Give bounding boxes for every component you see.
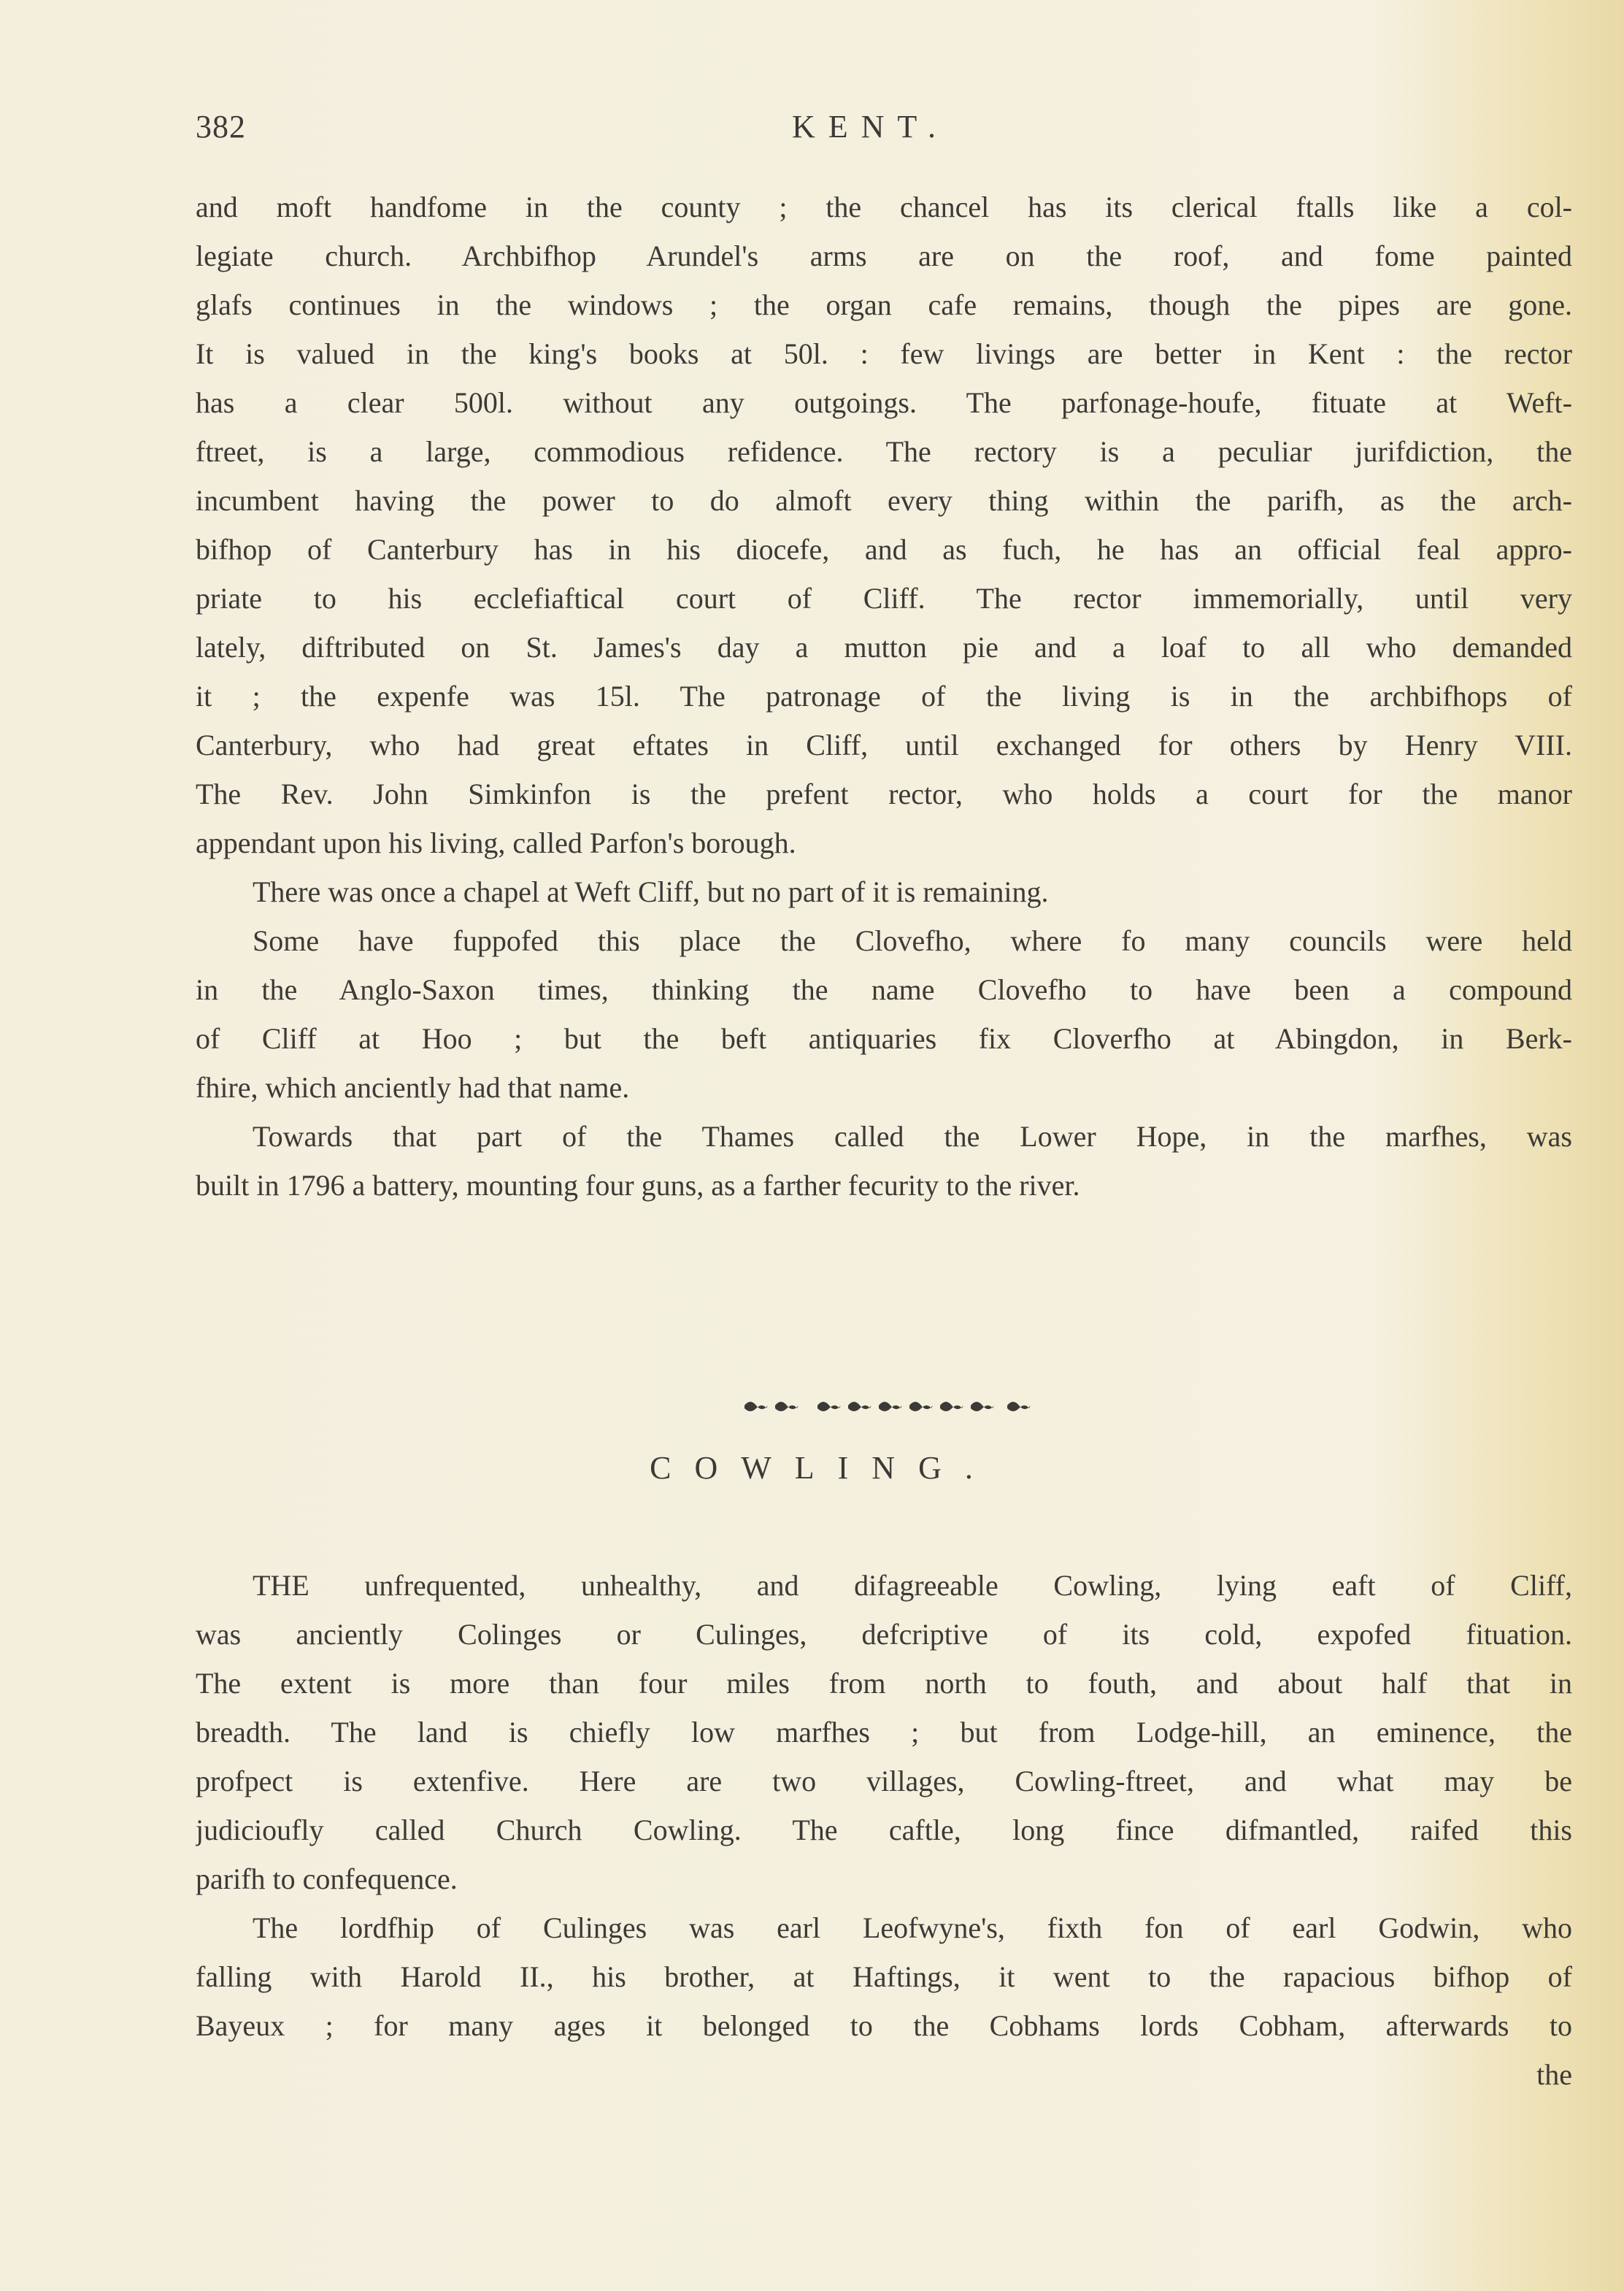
text-line: bifhop of Canterbury has in his diocefe, and as fuch, he has an official feal appro- — [196, 533, 1572, 566]
text-line: lately, diftributed on St. James's day a mutton pie and a loaf to all who demanded — [196, 631, 1572, 664]
text-line: was anciently Colinges or Culinges, defcriptive of its cold, expofed fituation. — [196, 1618, 1572, 1651]
cowling-text-block — [196, 1561, 1572, 2099]
cliff-text-block — [196, 183, 1572, 1210]
text-line: ftreet, is a large, commodious refidence. The rectory is a peculiar jurifdiction, the — [196, 435, 1572, 468]
text-line: has a clear 500l. without any outgoings. The parfonage-houfe, fituate at Weft- — [196, 386, 1572, 419]
text-line: appendant upon his living, called Parfon's borough. — [196, 826, 796, 859]
text-line: it ; the expenfe was 15l. The patronage of the living is in the archbifhops of — [196, 680, 1572, 713]
page-number: 382 — [196, 109, 246, 145]
text-line: judicioufly called Church Cowling. The caftle, long fince difmantled, raifed this — [196, 1814, 1572, 1846]
text-line: priate to his ecclefiaftical court of Cliff. The rector immemorially, until very — [196, 582, 1572, 615]
text-line: Canterbury, who had great eftates in Cliff, until exchanged for others by Henry VIII. — [196, 729, 1572, 761]
header-title: KENT. — [792, 109, 950, 145]
text-line: falling with Harold II., his brother, at Haftings, it went to the rapacious bifhop of — [196, 1960, 1572, 1993]
text-line: profpect is extenfive. Here are two villages, Cowling-ftreet, and what may be — [196, 1765, 1572, 1797]
text-line: of Cliff at Hoo ; but the beft antiquaries fix Cloverfho at Abingdon, in Berk- — [196, 1022, 1572, 1055]
text-line: The lordfhip of Culinges was earl Leofwyne's, fixth fon of earl Godwin, who — [253, 1911, 1572, 1944]
text-line: in the Anglo-Saxon times, thinking the name Clovefho to have been a compound — [196, 973, 1572, 1006]
running-head — [0, 108, 1624, 152]
text-line: glafs continues in the windows ; the organ cafe remains, though the pipes are gone. — [196, 288, 1572, 321]
text-line: legiate church. Archbifhop Arundel's arms are on the roof, and fome painted — [196, 239, 1572, 272]
text-line: The Rev. John Simkinfon is the prefent rector, who holds a court for the manor — [196, 778, 1572, 810]
text-line: It is valued in the king's books at 50l. : few livings are better in Kent : the rector — [196, 337, 1572, 370]
text-line: There was once a chapel at Weft Cliff, but no part of it is remaining. — [253, 875, 1049, 908]
text-line: THE unfrequented, unhealthy, and difagreeable Cowling, lying eaft of Cliff, — [253, 1569, 1572, 1602]
section-title: COWLING. — [650, 1450, 996, 1486]
catchword: the — [1536, 2058, 1572, 2091]
text-line: The extent is more than four miles from north to fouth, and about half that in — [196, 1667, 1572, 1700]
text-line: Some have fuppofed this place the Clovefho, where fo many councils were held — [253, 924, 1572, 957]
text-line: Bayeux ; for many ages it belonged to the Cobhams lords Cobham, afterwards to — [196, 2009, 1572, 2042]
ornament-divider — [737, 1389, 1044, 1419]
text-line: Towards that part of the Thames called the Lower Hope, in the marfhes, was — [253, 1120, 1572, 1153]
text-line: built in 1796 a battery, mounting four guns, as a farther fecurity to the river. — [196, 1169, 1080, 1202]
text-line: fhire, which anciently had that name. — [196, 1071, 630, 1104]
text-line: incumbent having the power to do almoft every thing within the parifh, as the arch- — [196, 484, 1572, 517]
text-line: and moft handfome in the county ; the chancel has its clerical ftalls like a col- — [196, 191, 1572, 223]
text-line: breadth. The land is chiefly low marfhes ; but from Lodge-hill, an eminence, the — [196, 1716, 1572, 1749]
text-line: parifh to confequence. — [196, 1862, 458, 1895]
